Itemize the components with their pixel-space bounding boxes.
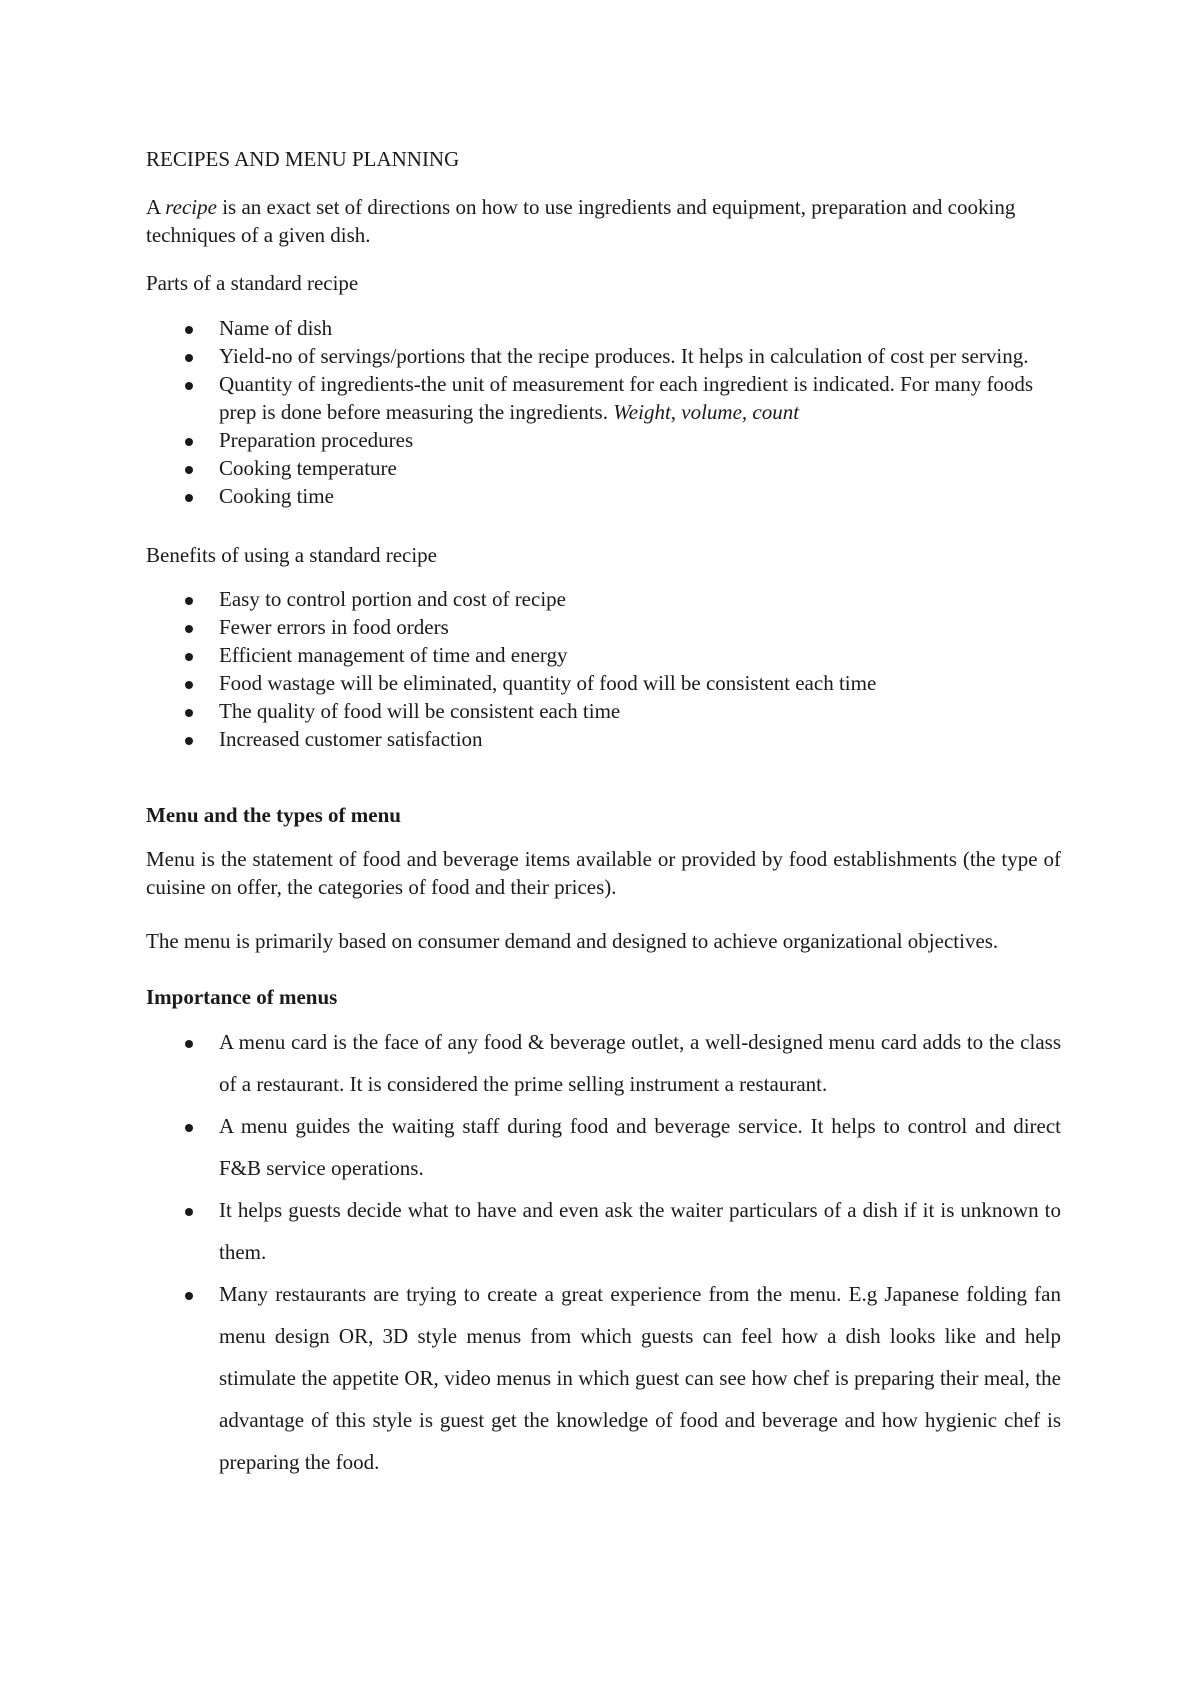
bullet-icon bbox=[185, 1021, 195, 1063]
bullet-icon bbox=[185, 725, 195, 753]
bullet-icon bbox=[185, 482, 195, 510]
bullet-icon bbox=[185, 585, 195, 613]
recipe-term: recipe bbox=[165, 195, 217, 219]
list-item: The quality of food will be consistent each time bbox=[146, 697, 1061, 725]
menu-definition: Menu is the statement of food and beverage items available or provided by food establishments (the type of cuisine on offer, the categories of food and their prices). bbox=[146, 847, 1061, 899]
list-item: Many restaurants are trying to create a great experience from the menu. E.g Japanese folding fan menu design OR, 3D style menus from which guests can feel how a dish looks like and help stimulate the appetite OR, video menus in which guest can see how chef is preparing their meal, the advantage of this style is guest get the knowledge of food and beverage and how hygienic chef is preparing the food. bbox=[146, 1273, 1061, 1483]
menu-basis: The menu is primarily based on consumer demand and designed to achieve organizational objectives. bbox=[146, 929, 999, 953]
list-item: Easy to control portion and cost of recipe bbox=[146, 585, 1061, 613]
list-item: It helps guests decide what to have and even ask the waiter particulars of a dish if it is unknown to them. bbox=[146, 1189, 1061, 1273]
list-item: Fewer errors in food orders bbox=[146, 613, 1061, 641]
intro-prefix: A bbox=[146, 195, 166, 219]
bullet-icon bbox=[185, 697, 195, 725]
bullet-icon bbox=[185, 454, 195, 482]
bullet-icon bbox=[185, 314, 195, 342]
list-item: Efficient management of time and energy bbox=[146, 641, 1061, 669]
list-item: A menu card is the face of any food & beverage outlet, a well-designed menu card adds to the class of a restaurant. It is considered the prime selling instrument a restaurant. bbox=[146, 1021, 1061, 1105]
bullet-icon bbox=[185, 613, 195, 641]
list-item: Cooking time bbox=[146, 482, 1061, 510]
list-item: Increased customer satisfaction bbox=[146, 725, 1061, 753]
parts-list bbox=[146, 314, 1061, 510]
bullet-icon bbox=[185, 426, 195, 454]
page-title: RECIPES AND MENU PLANNING bbox=[146, 147, 460, 171]
benefits-list bbox=[146, 585, 1061, 753]
list-item: A menu guides the waiting staff during food and beverage service. It helps to control and direct F&B service operations. bbox=[146, 1105, 1061, 1189]
bullet-icon bbox=[185, 1189, 195, 1231]
recipe-definition bbox=[146, 193, 1061, 249]
intro-rest: is an exact set of directions on how to use ingredients and equipment, preparation and cooking techniques of a given dish. bbox=[146, 195, 1016, 247]
menu-heading: Menu and the types of menu bbox=[146, 803, 401, 827]
importance-heading: Importance of menus bbox=[146, 985, 338, 1009]
bullet-icon bbox=[185, 1273, 195, 1315]
list-item: Food wastage will be eliminated, quantity of food will be consistent each time bbox=[146, 669, 1061, 697]
list-item: Name of dish bbox=[146, 314, 1061, 342]
list-item: Preparation procedures bbox=[146, 426, 1061, 454]
list-item: Cooking temperature bbox=[146, 454, 1061, 482]
bullet-icon bbox=[185, 669, 195, 697]
bullet-icon bbox=[185, 1105, 195, 1147]
importance-list bbox=[146, 1021, 1061, 1483]
list-item: Yield-no of servings/portions that the recipe produces. It helps in calculation of cost per serving. bbox=[146, 342, 1061, 370]
benefits-heading: Benefits of using a standard recipe bbox=[146, 543, 437, 567]
parts-heading: Parts of a standard recipe bbox=[146, 271, 359, 295]
bullet-icon bbox=[185, 370, 195, 398]
bullet-icon bbox=[185, 641, 195, 669]
list-item: Quantity of ingredients-the unit of measurement for each ingredient is indicated. For many foods prep is done before measuring the ingredients. Weight, volume, count bbox=[146, 370, 1061, 426]
bullet-icon bbox=[185, 342, 195, 370]
